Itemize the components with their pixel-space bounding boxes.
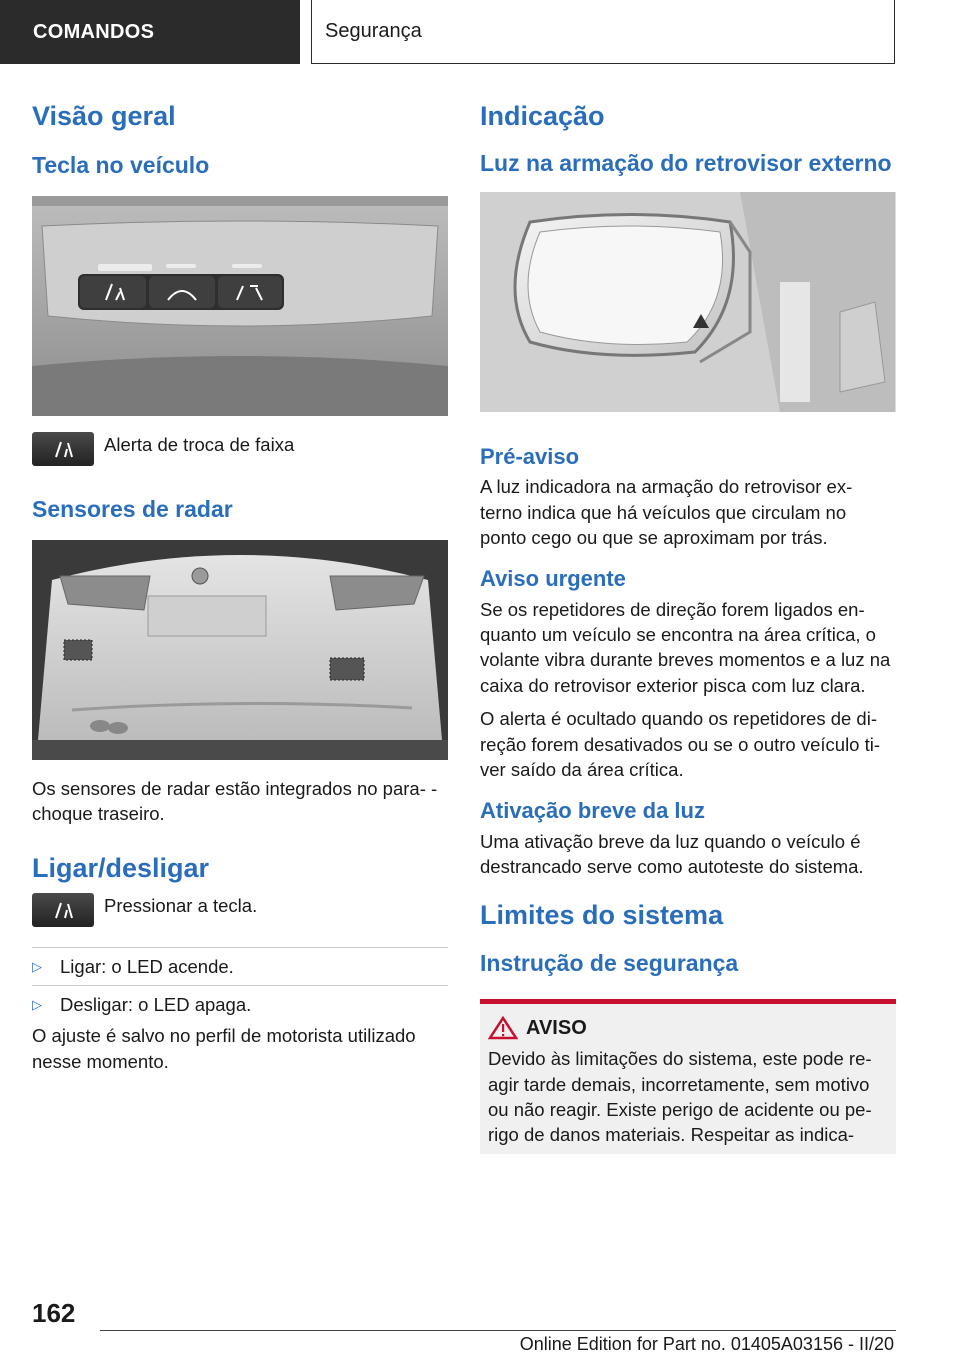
warning-text: Devido às limitações do sistema, este pode re- agir tarde demais, incorretamente, sem motivo ou não reagir. Existe perigo de acidente ou pe- rigo de danos materiais. Respeitar as indica-: [488, 1048, 872, 1146]
toggle-instruction: [32, 893, 448, 927]
heading-overview: Visão geral: [32, 101, 176, 131]
heading-radar: Sensores de radar: [32, 495, 233, 522]
heading-urgent-warning: Aviso urgente: [480, 566, 626, 592]
warning-triangle-icon: [488, 1016, 518, 1040]
heading-pre-warning: Pré-aviso: [480, 443, 580, 469]
heading-key: Tecla no veículo: [32, 152, 210, 179]
icon-caption: Alerta de troca de faixa: [104, 433, 295, 455]
heading-indication: Indicação: [480, 101, 605, 131]
section-label: Segurança: [325, 20, 422, 42]
heading-safety: Instrução de segurança: [480, 949, 739, 976]
bullet-list: [32, 947, 448, 1018]
warning-box: [480, 999, 896, 1153]
urgent-warning-text: Se os repetidores de direção forem ligados en- quanto um veículo se encontra na área crítica, o volante vibra durante breves momentos e a luz na caixa do retrovisor exterior pisca com luz clara.: [480, 598, 891, 696]
key-panel-illustration: [32, 196, 448, 416]
list-item: ▷ Desligar: o LED apaga.: [32, 985, 448, 1017]
page-number: 162: [32, 1298, 76, 1328]
list-item: ▷ Ligar: o LED acende.: [32, 954, 448, 979]
chapter-tab: [0, 0, 300, 64]
radar-sensors-image: [32, 540, 448, 760]
toggle-caption: Pressionar a tecla.: [104, 894, 258, 916]
heading-mirror: Luz na armação do retrovisor externo: [480, 150, 892, 177]
rear-bumper-illustration: [32, 540, 448, 760]
urgent-warning-text-2: O alerta é ocultado quando os repetidores de di- reção forem desativados ou se o outro veículo ti- ver saído da área crítica.: [480, 708, 881, 780]
lane-change-warning-icon: [32, 432, 94, 466]
left-column: [32, 100, 448, 1074]
lane-change-warning-icon: [32, 893, 94, 927]
side-mirror-illustration: [480, 192, 895, 412]
section-header: [311, 0, 895, 64]
brief-activation-text: Uma ativação breve da luz quando o veículo é destrancado serve como autoteste do sistema.: [480, 830, 864, 877]
profile-text: O ajuste é salvo no perfil de motorista utilizado nesse momento.: [32, 1025, 416, 1072]
footer-divider: [100, 1330, 896, 1331]
lane-change-key-caption: [32, 432, 448, 466]
heading-brief-activation: Ativação breve da luz: [480, 798, 705, 824]
triangle-bullet-icon: ▷: [32, 997, 42, 1012]
warning-title: AVISO: [488, 1016, 888, 1040]
mirror-image: [480, 192, 896, 412]
key-panel-image: [32, 196, 448, 416]
heading-toggle: Ligar/desligar: [32, 853, 210, 884]
pre-warning-text: A luz indicadora na armação do retrovisor ex- terno indica que há veículos que circulam no ponto cego ou que se aproximam por trás.: [480, 476, 853, 549]
chapter-label: COMANDOS: [33, 20, 155, 43]
radar-text: Os sensores de radar estão integrados no para- -choque traseiro.: [32, 777, 438, 824]
footer-edition: Online Edition for Part no. 01405A03156 - II/20: [519, 1334, 894, 1354]
right-column: [480, 100, 896, 1154]
heading-system-limits: Limites do sistema: [480, 900, 724, 931]
triangle-bullet-icon: ▷: [32, 958, 42, 974]
